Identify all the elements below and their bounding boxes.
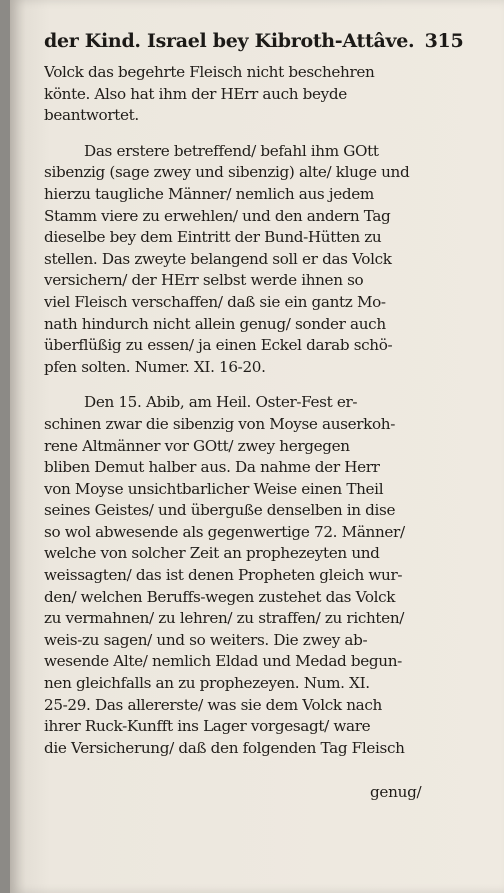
text-line: wesende Alte/ nemlich Eldad und Medad begun- bbox=[44, 652, 402, 671]
text-line: den/ welchen Beruffs-wegen zustehet das Volck bbox=[44, 587, 396, 606]
catchword: genug/ bbox=[370, 783, 422, 801]
text-line: überflüßig zu essen/ ja einen Eckel darab schö- bbox=[44, 336, 393, 355]
text-line: pfen solten. Numer. XI. 16-20. bbox=[44, 357, 266, 376]
book-page bbox=[10, 0, 504, 893]
text-line: stellen. Das zweyte belangend soll er das Volck bbox=[44, 249, 392, 268]
paragraph bbox=[44, 62, 444, 127]
text-line: so wol abwesende als gegenwertige 72. Männer/ bbox=[44, 522, 405, 541]
text-line: ihrer Ruck-Kunfft ins Lager vorgesagt/ ware bbox=[44, 717, 371, 736]
running-header bbox=[44, 30, 464, 52]
paragraph bbox=[44, 141, 444, 379]
text-line: bliben Demut halber aus. Da nahme der Herr bbox=[44, 458, 380, 477]
text-line: hierzu taugliche Männer/ nemlich aus jedem bbox=[44, 184, 374, 203]
text-line: Das erstere betreffend/ befahl ihm GOtt bbox=[84, 141, 379, 160]
text-line: nen gleichfalls an zu prophezeyen. Num. XI. bbox=[44, 674, 370, 693]
running-title: der Kind. Israel bey Kibroth-Attâve. bbox=[44, 30, 415, 52]
text-line: könte. Also hat ihm der HErr auch beyde bbox=[44, 84, 347, 103]
text-line: sibenzig (sage zwey und sibenzig) alte/ kluge und bbox=[44, 163, 410, 182]
text-line: Stamm viere zu erwehlen/ und den andern Tag bbox=[44, 206, 391, 225]
paragraph bbox=[44, 392, 444, 759]
text-line: dieselbe bey dem Eintritt der Bund-Hütten zu bbox=[44, 228, 382, 247]
page-body bbox=[44, 62, 444, 759]
text-line: zu vermahnen/ zu lehren/ zu straffen/ zu richten/ bbox=[44, 609, 405, 628]
text-line: welche von solcher Zeit an prophezeyten und bbox=[44, 544, 380, 563]
text-line: seines Geistes/ und überguße denselben in dise bbox=[44, 501, 396, 520]
text-line: Den 15. Abib, am Heil. Oster-Fest er- bbox=[84, 393, 358, 412]
text-line: beantwortet. bbox=[44, 106, 139, 125]
text-line: schinen zwar die sibenzig von Moyse auserkoh- bbox=[44, 414, 396, 433]
text-line: die Versicherung/ daß den folgenden Tag Fleisch bbox=[44, 738, 405, 757]
text-line: weissagten/ das ist denen Propheten gleich wur- bbox=[44, 566, 403, 585]
text-line: von Moyse unsichtbarlicher Weise einen Theil bbox=[44, 479, 384, 498]
text-line: viel Fleisch verschaffen/ daß sie ein gantz Mo- bbox=[44, 292, 386, 311]
text-line: nath hindurch nicht allein genug/ sonder auch bbox=[44, 314, 386, 333]
text-line: rene Altmänner vor GOtt/ zwey hergegen bbox=[44, 436, 350, 455]
page-number: 315 bbox=[424, 30, 464, 52]
text-line: weis-zu sagen/ und so weiters. Die zwey ab- bbox=[44, 630, 368, 649]
text-line: Volck das begehrte Fleisch nicht beschehren bbox=[44, 63, 375, 81]
text-line: 25-29. Das allererste/ was sie dem Volck nach bbox=[44, 695, 382, 714]
text-line: versichern/ der HErr selbst werde ihnen so bbox=[44, 271, 364, 290]
